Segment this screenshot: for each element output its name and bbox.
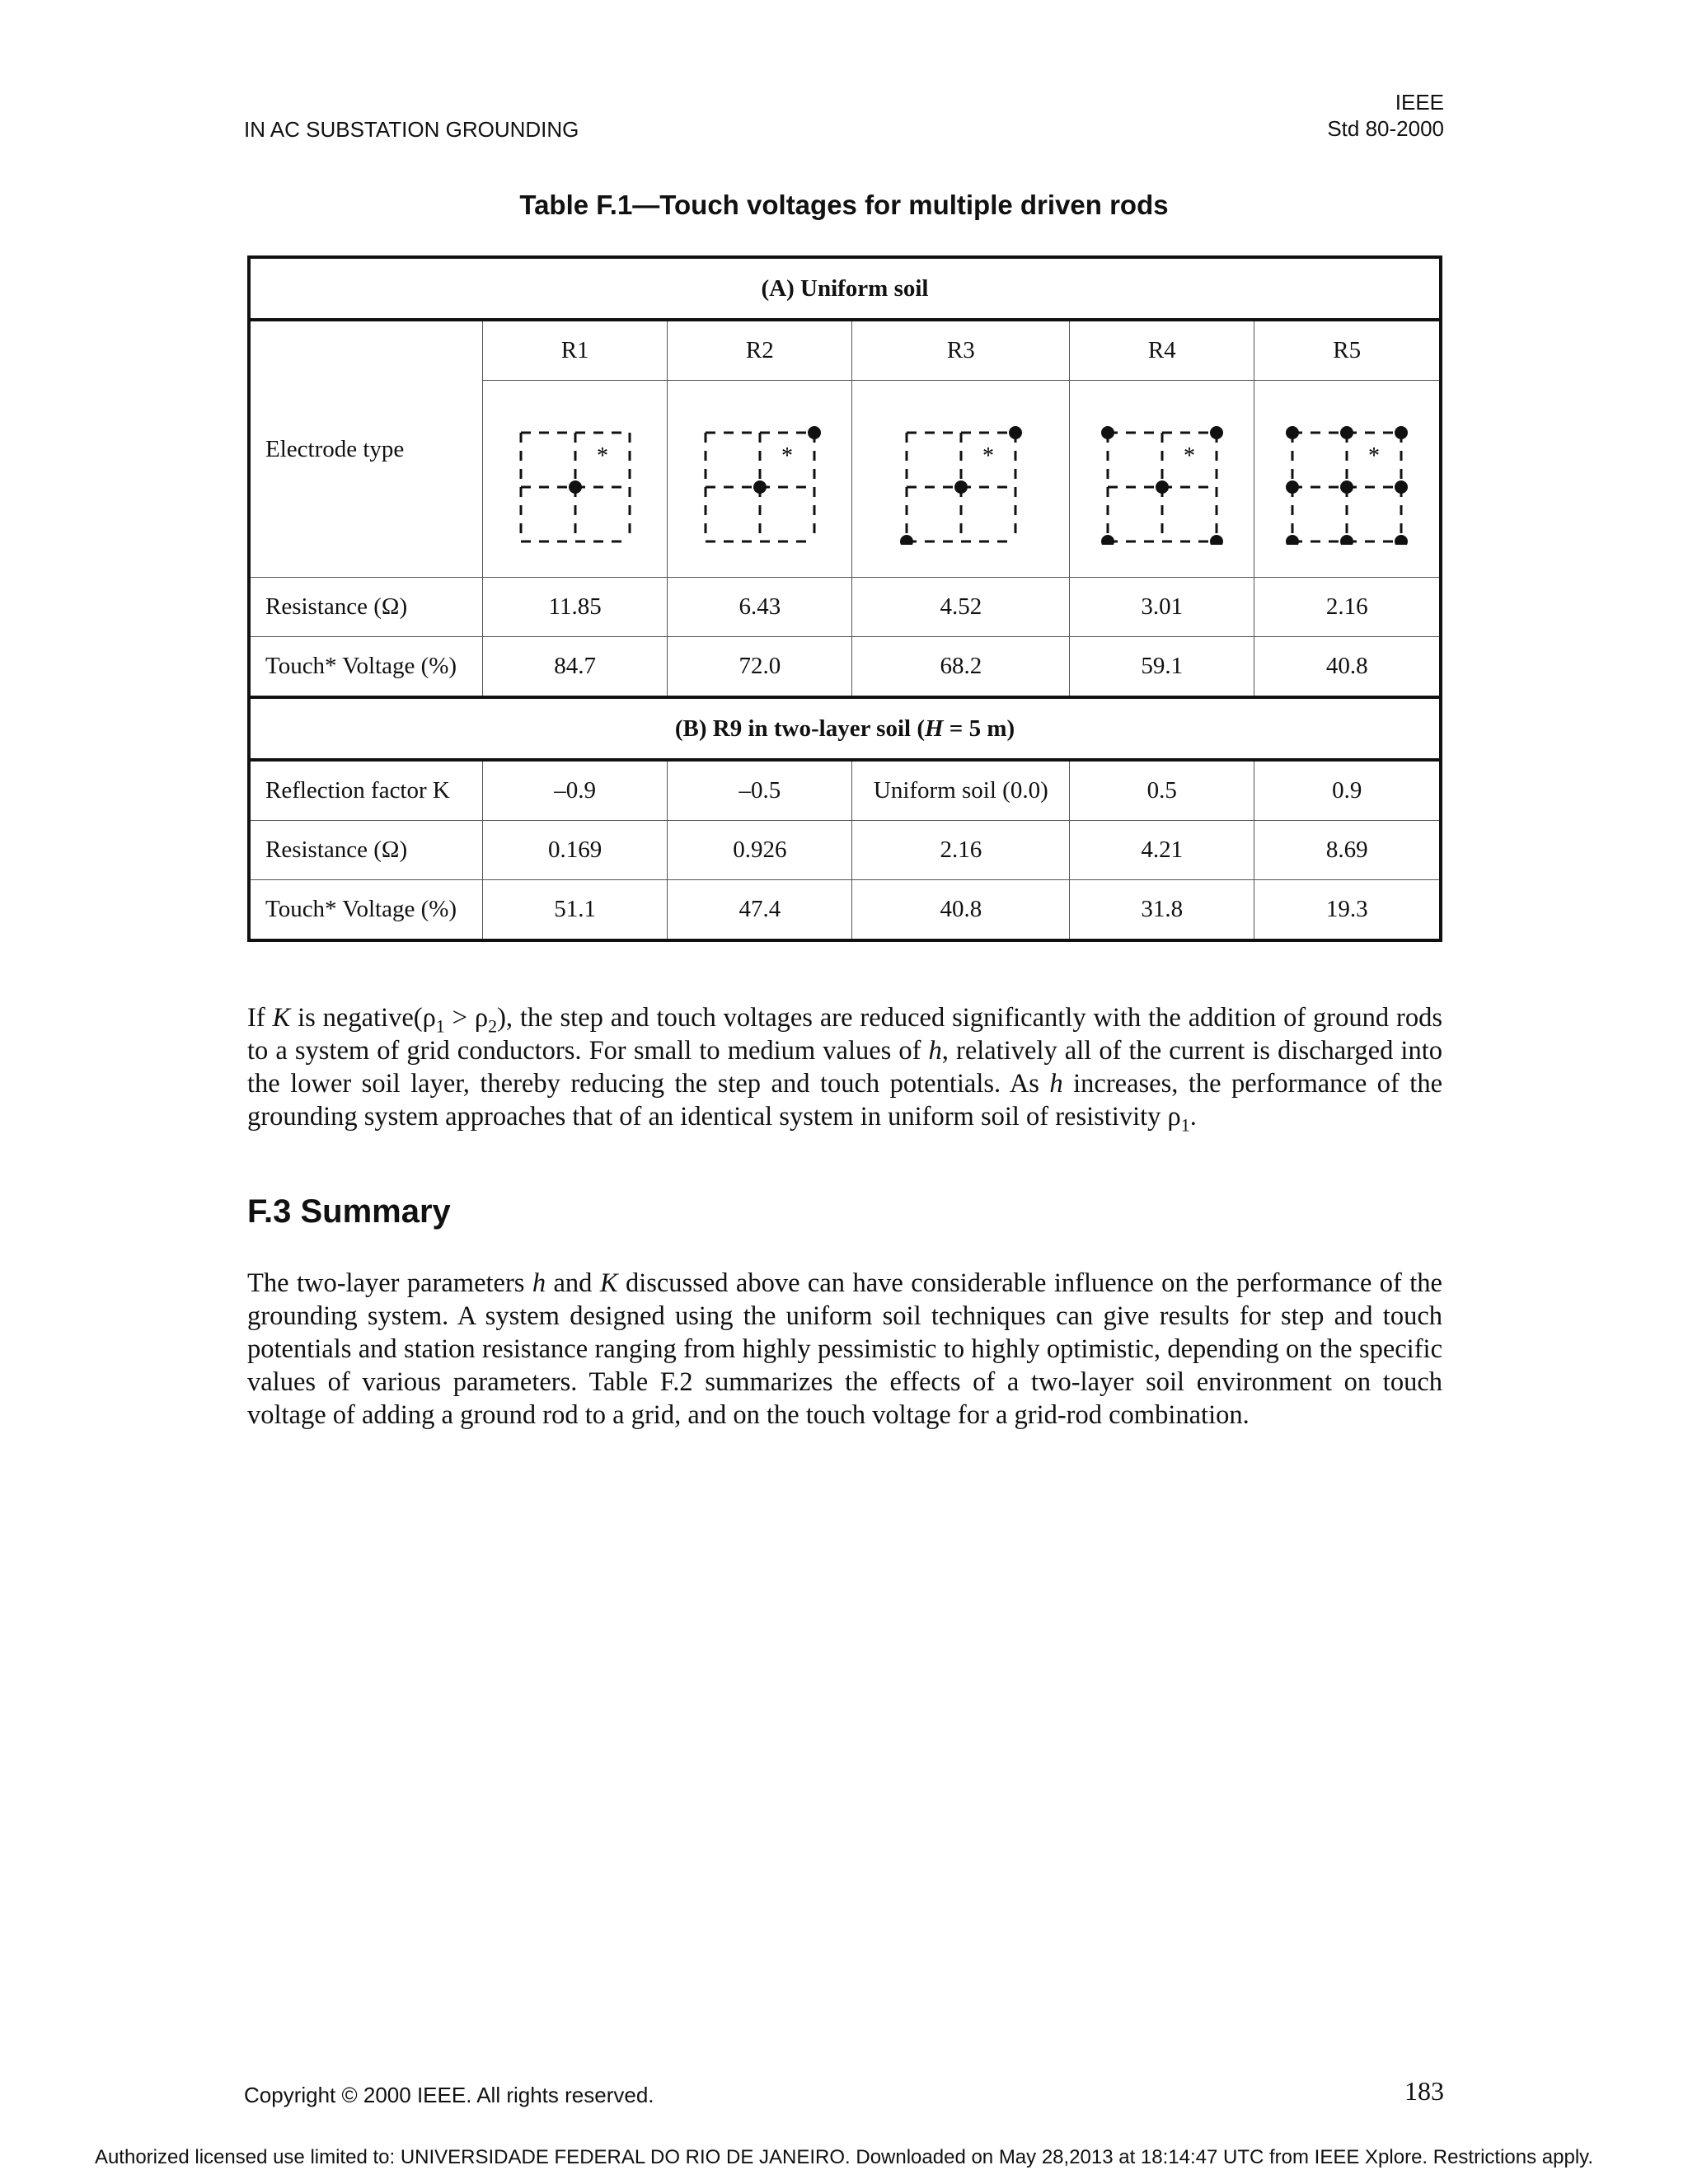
table-cell: 0.5 <box>1070 760 1254 821</box>
touch-point-marker: * <box>1183 443 1195 469</box>
ground-rod <box>1395 535 1408 545</box>
electrode-diagram <box>501 413 649 545</box>
ground-rod <box>808 426 821 439</box>
ground-rod <box>1340 535 1353 545</box>
electrode-diagram-cell <box>1070 381 1254 578</box>
table-cell: 6.43 <box>668 578 852 637</box>
table-cell: 4.21 <box>1070 821 1254 880</box>
touch-point-marker: * <box>1368 443 1381 469</box>
ground-rod <box>1101 426 1114 439</box>
table-cell: 4.52 <box>852 578 1070 637</box>
ground-rod <box>1395 426 1408 439</box>
electrode-diagram <box>1088 413 1236 545</box>
column-header: R4 <box>1070 320 1254 381</box>
section-b-variable: H <box>924 715 944 742</box>
electrode-diagram-cell <box>483 381 668 578</box>
table-cell: 68.2 <box>852 637 1070 698</box>
electrode-diagram <box>887 413 1035 545</box>
body-paragraph <box>247 1267 1442 1432</box>
variable-h: h <box>532 1268 546 1298</box>
variable-h: h <box>1049 1069 1063 1099</box>
column-header: R3 <box>852 320 1070 381</box>
electrode-diagram-cell <box>668 381 852 578</box>
touch-voltage-table <box>247 255 1442 942</box>
table-cell: 2.16 <box>852 821 1070 880</box>
table-cell: 2.16 <box>1254 578 1441 637</box>
ground-rod <box>1009 426 1022 439</box>
text-run: discussed above can have considerable influence on the performance of the grounding system. A system designed using the uniform soil techniques can give results for step and touch potentials and station resistance ranging from highly pessimistic to highly optimistic, depending on the specific values of various parameters. Table F.2 summarizes the effects of a two-layer soil environment on touch voltage of adding a ground rod to a grid, and on the touch voltage for a grid-rod combination. <box>247 1268 1442 1430</box>
ground-rod <box>1210 535 1223 545</box>
copyright-notice: Copyright © 2000 IEEE. All rights reserved. <box>244 2083 654 2107</box>
subscript: 1 <box>435 1015 445 1037</box>
ground-rod <box>569 480 582 494</box>
electrode-diagram <box>1273 413 1421 545</box>
table-cell: 3.01 <box>1070 578 1254 637</box>
section-a-heading: (A) Uniform soil <box>249 257 1441 320</box>
subscript: 1 <box>1180 1114 1190 1136</box>
variable-h: h <box>928 1036 942 1066</box>
table-cell: 19.3 <box>1254 880 1441 941</box>
running-header-title: IN AC SUBSTATION GROUNDING <box>244 117 579 142</box>
table-row <box>249 637 1441 698</box>
table-cell: 0.169 <box>483 821 668 880</box>
table-cell: 8.69 <box>1254 821 1441 880</box>
text-run: and <box>546 1268 600 1298</box>
section-heading: F.3 Summary <box>247 1193 451 1230</box>
table-cell: 0.9 <box>1254 760 1441 821</box>
table-cell: 59.1 <box>1070 637 1254 698</box>
table-cell: 11.85 <box>483 578 668 637</box>
electrode-diagram-cell <box>1254 381 1441 578</box>
authorized-use-notice: Authorized licensed use limited to: UNIVERSIDADE FEDERAL DO RIO DE JANEIRO. Downloaded on May 28,2013 at 18:14:47 UTC from IEEE Xplore. Restrictions apply. <box>94 2146 1594 2168</box>
ground-rod <box>900 535 913 545</box>
header-ieee: IEEE <box>1395 90 1444 115</box>
subscript: 2 <box>488 1015 498 1037</box>
ground-rod <box>753 480 767 494</box>
table-cell: 40.8 <box>852 880 1070 941</box>
row-label: Touch* Voltage (%) <box>249 637 483 698</box>
ground-rod <box>1286 426 1299 439</box>
column-header: R1 <box>483 320 668 381</box>
touch-point-marker: * <box>982 443 994 469</box>
section-b-prefix: (B) R9 in two-layer soil ( <box>674 715 925 742</box>
ground-rod <box>1156 480 1169 494</box>
text-run: If <box>247 1003 273 1033</box>
row-label: Resistance (Ω) <box>249 578 483 637</box>
text-run: is negative(ρ <box>290 1003 436 1033</box>
ground-rod <box>1340 480 1353 494</box>
table-cell: –0.9 <box>483 760 668 821</box>
electrode-diagram <box>686 413 834 545</box>
ground-rod <box>1286 535 1299 545</box>
table-cell: 72.0 <box>668 637 852 698</box>
touch-point-marker: * <box>781 443 793 469</box>
column-header-row <box>249 320 1441 381</box>
text-run: ), the step and touch voltages are reduced significantly with the addition of ground rods to a system of grid conductors. For small to medium values of <box>247 1003 1442 1066</box>
touch-point-marker: * <box>596 443 608 469</box>
section-b-heading <box>249 697 1441 760</box>
electrode-diagram-cell <box>852 381 1070 578</box>
table-row <box>249 760 1441 821</box>
table-row <box>249 821 1441 880</box>
table-row <box>249 578 1441 637</box>
table-cell: 0.926 <box>668 821 852 880</box>
text-run: The two-layer parameters <box>247 1268 532 1298</box>
ground-rod <box>1101 535 1114 545</box>
text-run: . <box>1189 1102 1197 1132</box>
column-header: R5 <box>1254 320 1441 381</box>
section-b-row <box>249 697 1441 760</box>
ground-rod <box>1395 480 1408 494</box>
row-label: Resistance (Ω) <box>249 821 483 880</box>
electrode-type-label: Electrode type <box>249 320 483 578</box>
ground-rod <box>1210 426 1223 439</box>
table-title: Table F.1—Touch voltages for multiple driven rods <box>519 190 1169 220</box>
table-cell: 51.1 <box>483 880 668 941</box>
section-a-row <box>249 257 1441 320</box>
row-label: Reflection factor K <box>249 760 483 821</box>
section-b-suffix: = 5 m) <box>943 715 1015 742</box>
ground-rod <box>954 480 968 494</box>
row-label: Touch* Voltage (%) <box>249 880 483 941</box>
table-cell: 47.4 <box>668 880 852 941</box>
page-number: 183 <box>1404 2076 1444 2106</box>
table-row <box>249 880 1441 941</box>
table-cell: Uniform soil (0.0) <box>852 760 1070 821</box>
table-cell: 31.8 <box>1070 880 1254 941</box>
table-cell: 40.8 <box>1254 637 1441 698</box>
table-cell: –0.5 <box>668 760 852 821</box>
body-paragraph <box>247 1001 1443 1136</box>
ground-rod <box>1286 480 1299 494</box>
text-run: , relatively all of the current is discharged into the lower soil layer, thereby reducing the step and touch potentials. As <box>247 1036 1442 1099</box>
table-cell: 84.7 <box>483 637 668 698</box>
variable-k: K <box>272 1003 291 1033</box>
running-header-standard <box>1327 89 1444 142</box>
ground-rod <box>1340 426 1353 439</box>
text-run: > ρ <box>444 1003 489 1033</box>
text-run: increases, the performance of the grounding system approaches that of an identical system in uniform soil of resistivity ρ <box>247 1069 1443 1132</box>
variable-k: K <box>599 1268 618 1298</box>
column-header: R2 <box>668 320 852 381</box>
header-std-number: Std 80-2000 <box>1327 116 1444 141</box>
